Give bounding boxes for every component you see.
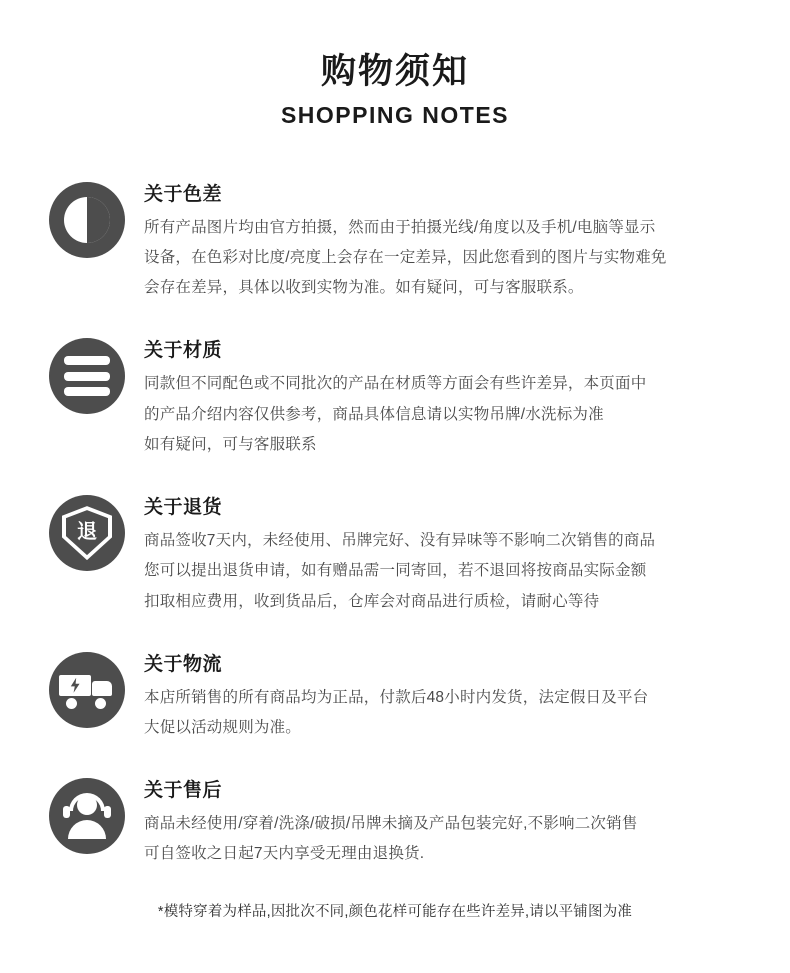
delivery-truck-icon-wrap bbox=[44, 647, 130, 733]
material-layers-icon-wrap bbox=[44, 333, 130, 419]
note-section-material bbox=[44, 333, 746, 460]
note-line: 如有疑问，可与客服联系 bbox=[144, 435, 317, 453]
note-line: 您可以提出退货申请，如有赠品需一同寄回，若不退回将按商品实际金额 bbox=[144, 562, 647, 580]
material-layers-icon bbox=[49, 338, 125, 414]
note-line: 大促以活动规则为准。 bbox=[144, 718, 302, 736]
note-title-return: 关于退货 bbox=[144, 497, 223, 519]
color-contrast-icon bbox=[49, 182, 125, 258]
note-line: 扣取相应费用，收到货品后，仓库会对商品进行质检，请耐心等待 bbox=[144, 592, 600, 610]
note-title-color: 关于色差 bbox=[144, 183, 223, 205]
customer-support-icon-wrap bbox=[44, 773, 130, 859]
note-section-material-text bbox=[130, 333, 746, 460]
return-shield-icon-wrap bbox=[44, 490, 130, 576]
note-line: 同款但不同配色或不同批次的产品在材质等方面会有些许差异，本页面中 bbox=[144, 375, 647, 393]
note-line: 本店所销售的所有商品均为正品，付款后48小时内发货，法定假日及平台 bbox=[144, 688, 649, 706]
color-contrast-icon-wrap bbox=[44, 177, 130, 263]
note-title-aftersale: 关于售后 bbox=[144, 780, 223, 802]
note-section-logistics-text bbox=[130, 647, 746, 743]
note-section-aftersale bbox=[44, 773, 746, 869]
note-section-color bbox=[44, 177, 746, 304]
note-line: 的产品介绍内容仅供参考，商品具体信息请以实物吊牌/水洗标为准 bbox=[144, 405, 604, 423]
note-line: 所有产品图片均由官方拍摄，然而由于拍摄光线/角度以及手机/电脑等显示 bbox=[144, 218, 656, 236]
note-section-color-text bbox=[130, 177, 746, 304]
return-icon-char: 退 bbox=[77, 521, 97, 544]
page-header bbox=[0, 0, 790, 129]
note-section-return bbox=[44, 490, 746, 617]
note-line: 设备，在色彩对比度/亮度上会存在一定差异，因此您看到的图片与实物难免 bbox=[144, 248, 667, 266]
note-line: 可自签收之日起7天内享受无理由退换货. bbox=[144, 845, 425, 863]
notes-section-list bbox=[0, 177, 790, 870]
note-title-material: 关于材质 bbox=[144, 340, 223, 362]
note-section-return-text bbox=[130, 490, 746, 617]
note-line: 商品签收7天内，未经使用、吊牌完好、没有异味等不影响二次销售的商品 bbox=[144, 532, 656, 550]
note-title-logistics: 关于物流 bbox=[144, 653, 223, 675]
return-shield-icon bbox=[49, 495, 125, 571]
page-title-cn: 购物须知 bbox=[320, 52, 469, 91]
note-line: 会存在差异，具体以收到实物为准。如有疑问，可与客服联系。 bbox=[144, 279, 584, 297]
page-title-en: SHOPPING NOTES bbox=[280, 101, 510, 128]
delivery-truck-icon bbox=[49, 652, 125, 728]
note-section-aftersale-text bbox=[130, 773, 746, 869]
footnote-text: *模特穿着为样品,因批次不同,颜色花样可能存在些许差异,请以平铺图为准 bbox=[157, 903, 633, 920]
note-section-logistics bbox=[44, 647, 746, 743]
note-line: 商品未经使用/穿着/洗涤/破损/吊牌未摘及产品包装完好,不影响二次销售 bbox=[144, 815, 638, 833]
customer-support-icon bbox=[49, 778, 125, 854]
